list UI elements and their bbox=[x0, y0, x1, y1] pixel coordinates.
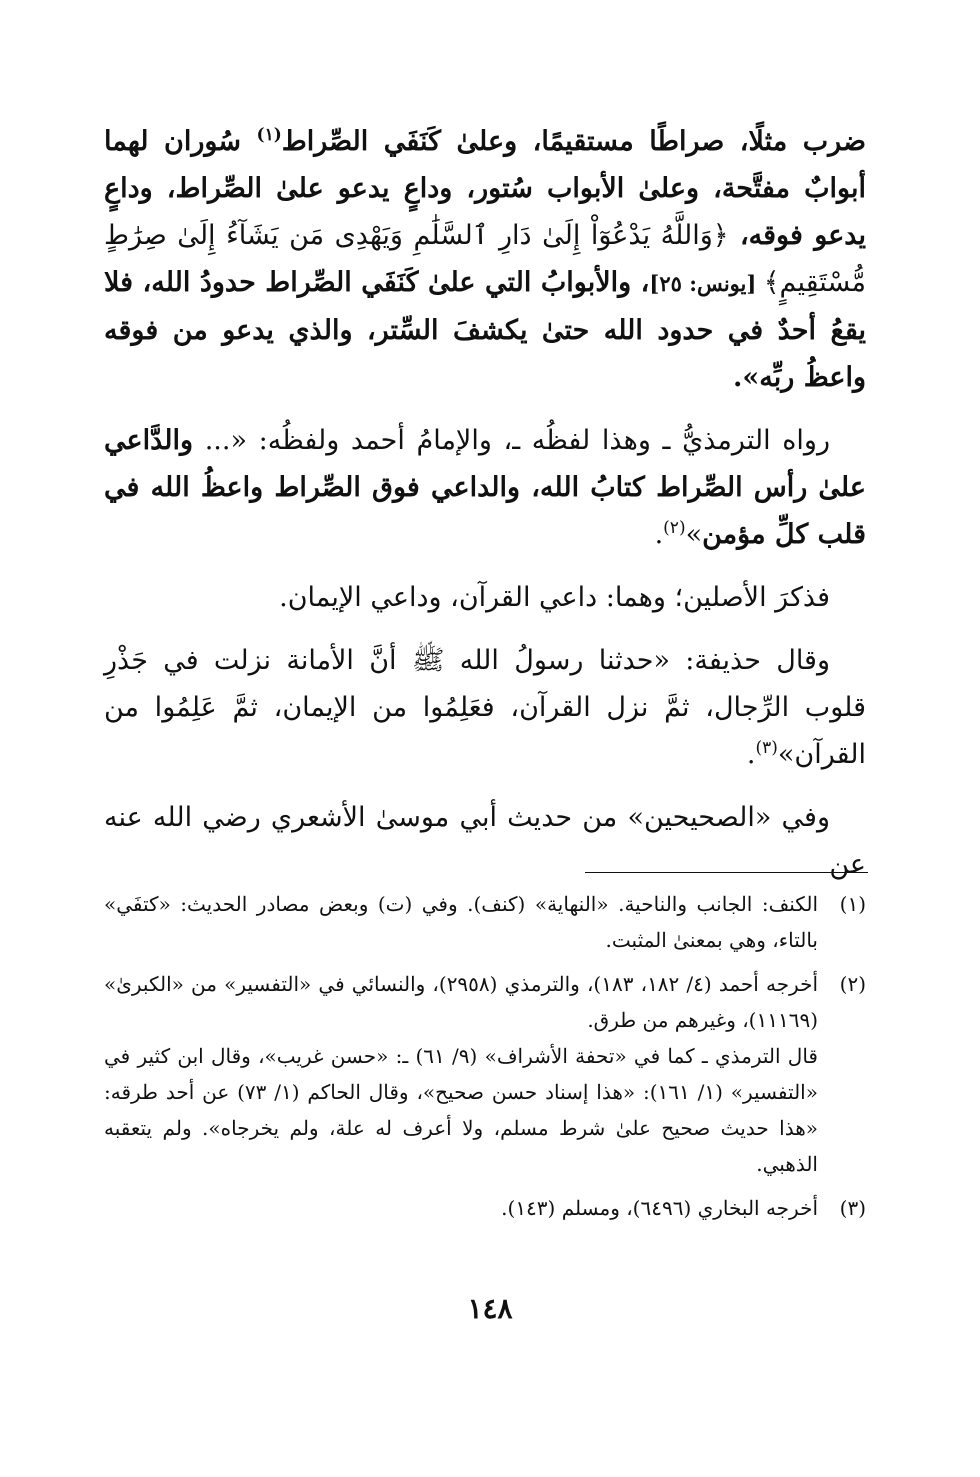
p2-hadith-text: والدَّاعي علىٰ رأس الصِّراط كتابُ الله، والداعي فوق الصِّراط واعظُ الله في قلب كلِّ مؤمن bbox=[104, 425, 866, 550]
p2-text-start: رواه الترمذيُّ ـ وهذا لفظُه ـ، والإمامُ أحمد ولفظُه: «... bbox=[193, 425, 830, 456]
quran-verse: ﴿وَاللَّهُ يَدْعُوٓاْ إِلَىٰ دَارِ ٱلسَّلَٰمِ وَيَهْدِى مَن يَشَآءُ إِلَىٰ صِرَٰطٍ مُّسْتَقِيمٍ﴾ bbox=[104, 220, 866, 298]
footnote-number: (١) bbox=[839, 892, 866, 916]
footnote-ref-2[interactable]: (٢) bbox=[663, 518, 686, 538]
p4-text: وقال حذيفة: «حدثنا رسولُ الله ﷺ أنَّ الأمانة نزلت في جَذْرِ قلوب الرِّجال، ثمَّ نزل القرآن، فعَلِمُوا من الإيمان، ثمَّ عَلِمُوا من القرآن» bbox=[104, 645, 866, 770]
footnote-2 bbox=[104, 966, 866, 1182]
p4-end: . bbox=[746, 739, 756, 770]
footnote-3 bbox=[104, 1190, 866, 1226]
footnote-line: أخرجه البخاري (٦٤٩٦)، ومسلم (١٤٣). bbox=[501, 1196, 818, 1220]
footnote-body bbox=[104, 1190, 818, 1226]
footnote-line: الكنف: الجانب والناحية. «النهاية» (كنف). وفي (ت) وبعض مصادر الحديث: «كتفَي» بالتاء، وهي بمعنىٰ المثبت. bbox=[104, 892, 818, 952]
p1-text-start: ضرب مثلًا، صراطًا مستقيمًا، وعلىٰ كَنَفَي الصِّراط bbox=[281, 126, 867, 157]
footnote-1 bbox=[104, 886, 866, 958]
footnote-line: أخرجه أحمد (٤/ ١٨٢، ١٨٣)، والترمذي (٢٩٥٨)، والنسائي في «التفسير» من «الكبرىٰ» (١١١٦٩)، وغيرهم من طرق. bbox=[104, 972, 819, 1032]
p2-end: . bbox=[654, 519, 664, 550]
p2-close-quote: » bbox=[685, 519, 703, 550]
paragraph-5: وفي «الصحيحين» من حديث أبي موسىٰ الأشعري رضي الله عنه عن bbox=[104, 802, 866, 880]
p1-text-end: ، والأبوابُ التي علىٰ كَنَفَي الصِّراط حدودُ الله، فلا يقعُ أحدٌ في حدود الله حتىٰ يكشفَ السِّتر، والذي يدعو من فوقه واعظُ ربِّه». bbox=[104, 267, 866, 393]
paragraph-4 bbox=[104, 637, 866, 778]
footnote-separator bbox=[585, 872, 868, 873]
main-text bbox=[104, 118, 866, 904]
page-number: ١٤٨ bbox=[467, 1292, 513, 1325]
footnote-ref-3[interactable]: (٣) bbox=[755, 738, 778, 758]
paragraph-3: فذكرَ الأصلين؛ وهما: داعي القرآن، وداعي الإيمان. bbox=[279, 582, 830, 613]
paragraph-1 bbox=[104, 118, 866, 401]
p1-text-middle: سُوران لهما أبوابٌ مفتَّحة، وعلىٰ الأبواب سُتور، وداعٍ يدعو علىٰ الصِّراط، وداعٍ يدعو فوقه، bbox=[104, 126, 866, 251]
verse-source: [يونس: ٢٥] bbox=[649, 271, 764, 296]
footnote-line: قال الترمذي ـ كما في «تحفة الأشراف» (٩/ ٦١) ـ: «حسن غريب»، وقال ابن كثير في «التفسير» (١/ ١٦١): «هذا إسناد حسن صحيح»، وقال الحاكم (١/ ٧٣) عن أحد طرقه: «هذا حديث صحيح علىٰ شرط مسلم، ولا أعرف له علة، ولم يخرجاه». ولم يتعقبه الذهبي. bbox=[104, 1044, 818, 1176]
paragraph-2 bbox=[104, 417, 866, 558]
footnote-body bbox=[104, 886, 818, 958]
footnote-number: (٣) bbox=[839, 1196, 866, 1220]
footnotes bbox=[104, 886, 866, 1234]
footnote-body bbox=[104, 966, 818, 1182]
footnote-number: (٢) bbox=[839, 972, 866, 996]
footnote-ref-1[interactable]: (١) bbox=[256, 125, 282, 145]
